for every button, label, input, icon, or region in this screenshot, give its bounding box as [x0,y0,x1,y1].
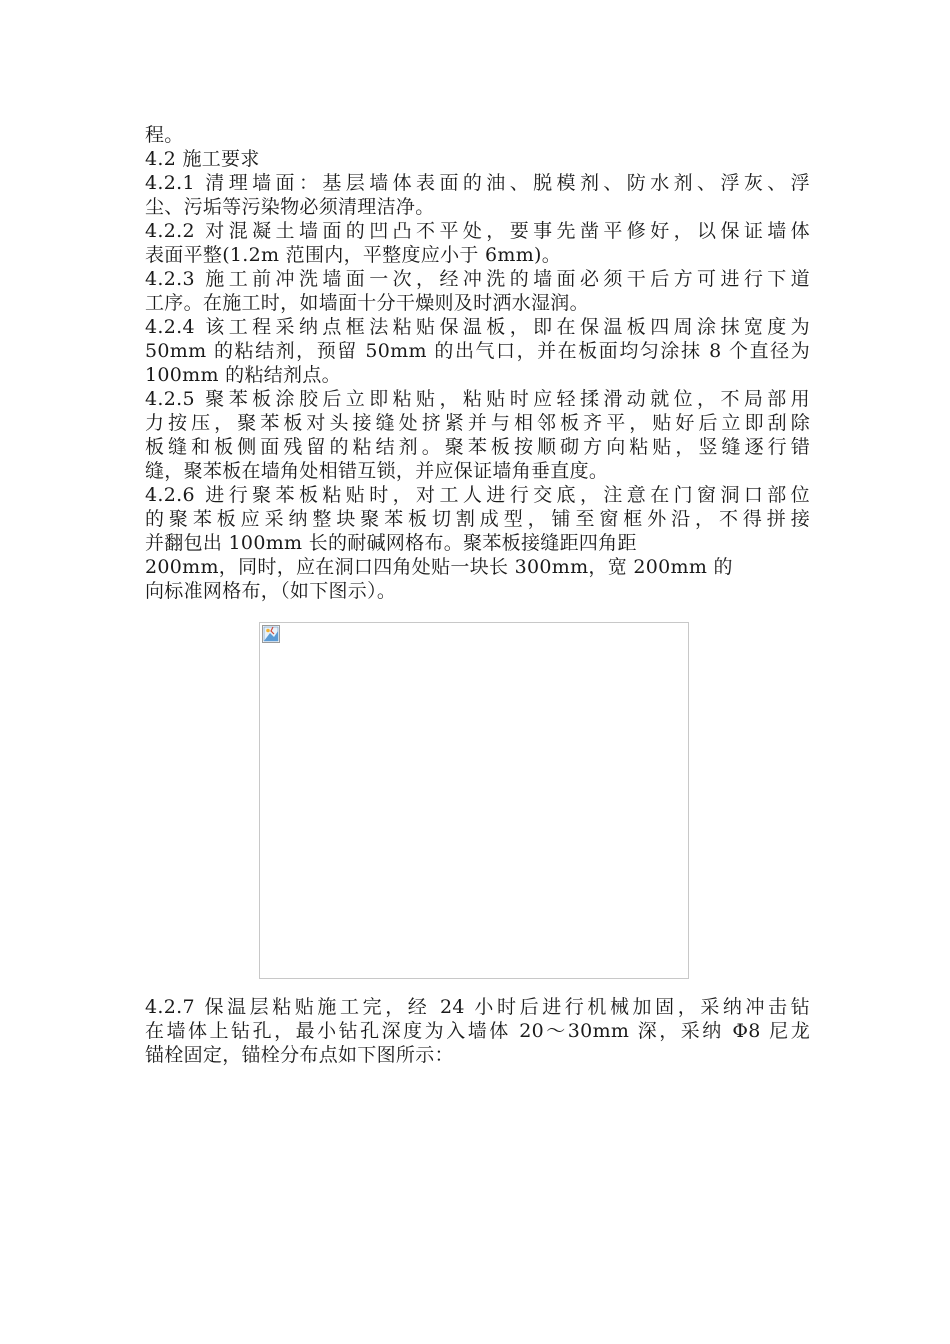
text-line: 200mm，同时，应在洞口四角处贴一块长 300mm，宽 200mm 的 [145,556,733,578]
text-line: 缝，聚苯板在墙角处相错互锁，并应保证墙角垂直度。 [145,460,609,482]
text-line: 尘、污垢等污染物必须清理洁净。 [145,196,435,218]
text-line: 锚栓固定，锚栓分布点如下图所示： [145,1044,454,1066]
text-line: 100mm 的粘结剂点。 [145,364,341,386]
document-body [145,123,810,603]
text-line: 表面平整(1.2m 范围内，平整度应小于 6mm)。 [145,244,562,266]
text-line: 的聚苯板应采纳整块聚苯板切割成型，铺至窗框外沿，不得拼接 [145,508,810,530]
text-line: 4.2.6 进行聚苯板粘贴时，对工人进行交底，注意在门窗洞口部位 [145,484,810,506]
text-line: 4.2.1 清理墙面：基层墙体表面的油、脱模剂、防水剂、浮灰、浮 [145,172,810,194]
text-line: 向标准网格布，（如下图示）。 [145,580,397,602]
clipped-text-block [145,531,755,603]
text-line: 力按压，聚苯板对头接缝处挤紧并与相邻板齐平，贴好后立即刮除 [145,412,810,434]
text-line: 在墙体上钻孔，最小钻孔深度为入墙体 20～30mm 深，采纳 Φ8 尼龙 [145,1020,810,1042]
text-line: 并翻包出 100mm 长的耐碱网格布。聚苯板接缝距四角距 [145,532,637,554]
paragraph-clipped [145,531,755,603]
broken-image-icon [262,625,280,643]
text-line: 4.2.2 对混凝土墙面的凹凸不平处，要事先凿平修好，以保证墙体 [145,220,810,242]
text-line: 4.2.5 聚苯板涂胶后立即粘贴，粘贴时应轻揉滑动就位，不局部用 [145,388,810,410]
text-line: 4.2.3 施工前冲洗墙面一次，经冲洗的墙面必须干后方可进行下道 [145,268,810,290]
section-heading: 4.2 施工要求 [145,148,260,170]
paragraph-top [145,123,810,531]
text-line: 50mm 的粘结剂，预留 50mm 的出气口，并在板面均匀涂抹 8 个直径为 [145,340,810,362]
text-line: 4.2.7 保温层粘贴施工完，经 24 小时后进行机械加固，采纳冲击钻 [145,996,810,1018]
figure-placeholder [259,622,689,979]
document-body-lower [145,995,810,1067]
text-line: 程。 [145,124,184,146]
text-line: 4.2.4 该工程采纳点框法粘贴保温板，即在保温板四周涂抹宽度为 [145,316,810,338]
paragraph-bottom [145,995,810,1067]
text-line: 板缝和板侧面残留的粘结剂。聚苯板按顺砌方向粘贴，竖缝逐行错 [145,436,810,458]
text-line: 工序。在施工时，如墙面十分干燥则及时洒水湿润。 [145,292,589,314]
